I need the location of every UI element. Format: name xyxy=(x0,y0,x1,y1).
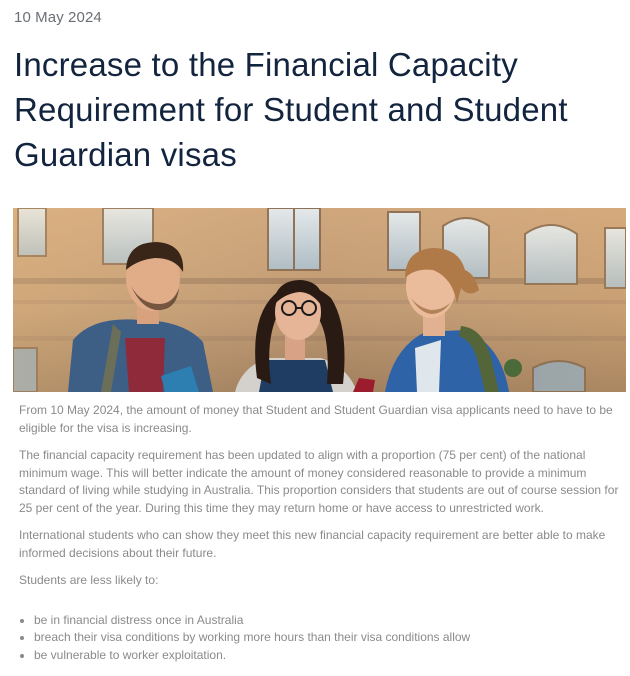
article-body xyxy=(19,402,619,664)
article-title: Increase to the Financial Capacity Requirement for Student and Student Guardian visas xyxy=(14,46,568,173)
list-item: • be vulnerable to worker exploitation. xyxy=(34,647,619,665)
article-hero-image xyxy=(13,208,626,392)
bullet-list xyxy=(19,612,619,665)
paragraph: From 10 May 2024, the amount of money that Student and Student Guardian visa applicants need to have to be eligible for the visa is increasing. xyxy=(19,403,613,435)
paragraph: The financial capacity requirement has been updated to align with a proportion (75 per cent) of the national minimum wage. This will better indicate the amount of money considered reasonable to provide a minimum standard of living while studying in Australia. This proportion considers that students are out of course session for 25 per cent of the year. During this time they may return home or have access to unrestricted work. xyxy=(19,448,619,515)
list-item: • breach their visa conditions by working more hours than their visa conditions allow xyxy=(34,629,619,647)
paragraph: International students who can show they meet this new financial capacity requirement are better able to make informed decisions about their future. xyxy=(19,528,606,560)
article-date: 10 May 2024 xyxy=(14,9,102,26)
paragraph: Students are less likely to: xyxy=(19,573,159,587)
students-photo xyxy=(13,208,626,392)
list-item: • be in financial distress once in Australia xyxy=(34,612,619,630)
